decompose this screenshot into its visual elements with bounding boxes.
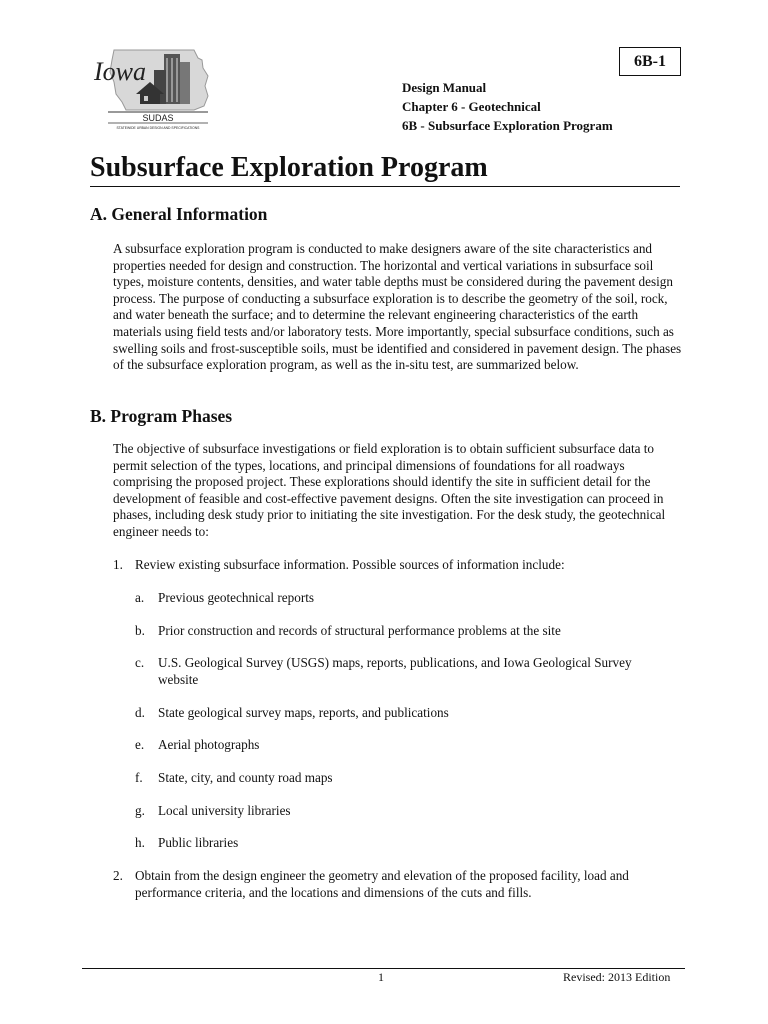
list-marker: g. [135, 803, 145, 818]
logo-tagline-text: STATEWIDE URBAN DESIGN AND SPECIFICATIONS [116, 126, 200, 130]
list-marker: e. [135, 737, 145, 752]
running-header [402, 78, 613, 135]
revision-note: Revised: 2013 Edition [563, 970, 671, 984]
list-item [135, 770, 683, 787]
header-manual: Design Manual [402, 80, 487, 95]
list-item [113, 557, 683, 574]
list-item [135, 835, 683, 852]
list-marker: d. [135, 705, 145, 720]
list-text: Obtain from the design engineer the geometry and elevation of the proposed facility, load and performance criteria, and the locations and dimensions of the cuts and fills. [135, 868, 629, 900]
header-section: 6B - Subsurface Exploration Program [402, 118, 613, 133]
list-text: Review existing subsurface information. Possible sources of information include: [135, 557, 565, 572]
general-information-paragraph: A subsurface exploration program is conducted to make designers aware of the site characteristics and properties needed for design and construction. The horizontal and vertical variations in subsurface soil types, moisture contents, densities, and water table depths must be considered during the pavement design process. The purpose of conducting a subsurface exploration is to describe the geometry of the soil, rock, and water beneath the surface; and to determine the relevant engineering characteristics of the earth materials using field tests and/or laboratory tests. More importantly, special subsurface conditions, such as swelling soils and frost-susceptible soils, must be identified and considered in pavement design. The phases of the subsurface exploration program, as well as the in-situ test, are summarized below. [113, 241, 682, 373]
list-item [135, 737, 683, 754]
logo-name-text: SUDAS [142, 113, 174, 123]
iowa-sudas-logo [92, 46, 224, 132]
list-text: State, city, and county road maps [158, 770, 333, 785]
list-text: Local university libraries [158, 803, 291, 818]
list-marker: f. [135, 770, 143, 785]
title-rule [90, 186, 680, 187]
list-item [135, 623, 683, 640]
list-marker: 1. [113, 557, 123, 572]
list-marker: a. [135, 590, 145, 605]
footer-rule [82, 968, 685, 969]
list-marker: h. [135, 835, 145, 850]
page-title: Subsurface Exploration Program [90, 152, 488, 183]
list-text: Public libraries [158, 835, 239, 850]
logo-script-text: Iowa [94, 57, 146, 86]
list-text: Aerial photographs [158, 737, 260, 752]
list-item [135, 803, 683, 820]
list-text: Previous geotechnical reports [158, 590, 315, 605]
list-text: U.S. Geological Survey (USGS) maps, reports, publications, and Iowa Geological Survey website [158, 655, 632, 687]
list-text: State geological survey maps, reports, and publications [158, 705, 449, 720]
program-phases-paragraph: The objective of subsurface investigations or field exploration is to obtain sufficient subsurface data to permit selection of the types, locations, and principal dimensions of foundations for all roadways comprising the proposed project. These explorations should identify the site in sufficient detail for the development of feasible and cost-effective pavement designs. Often the site investigation can proceed in phases, including desk study prior to initiating the site investigation. For the desk study, the geotechnical engineer needs to: [113, 441, 666, 539]
list-item [113, 868, 663, 901]
list-item [135, 655, 675, 688]
section-heading-general-information: A. General Information [90, 204, 268, 224]
section-heading-program-phases: B. Program Phases [90, 406, 233, 426]
page-id: 6B-1 [634, 52, 666, 70]
list-marker: b. [135, 623, 145, 638]
page-number: 1 [378, 970, 384, 984]
header-chapter: Chapter 6 - Geotechnical [402, 99, 541, 114]
list-item [135, 705, 683, 722]
list-marker: c. [135, 655, 145, 670]
list-marker: 2. [113, 868, 123, 883]
page-id-box [619, 47, 681, 76]
list-text: Prior construction and records of structural performance problems at the site [158, 623, 561, 638]
list-item [135, 590, 683, 607]
